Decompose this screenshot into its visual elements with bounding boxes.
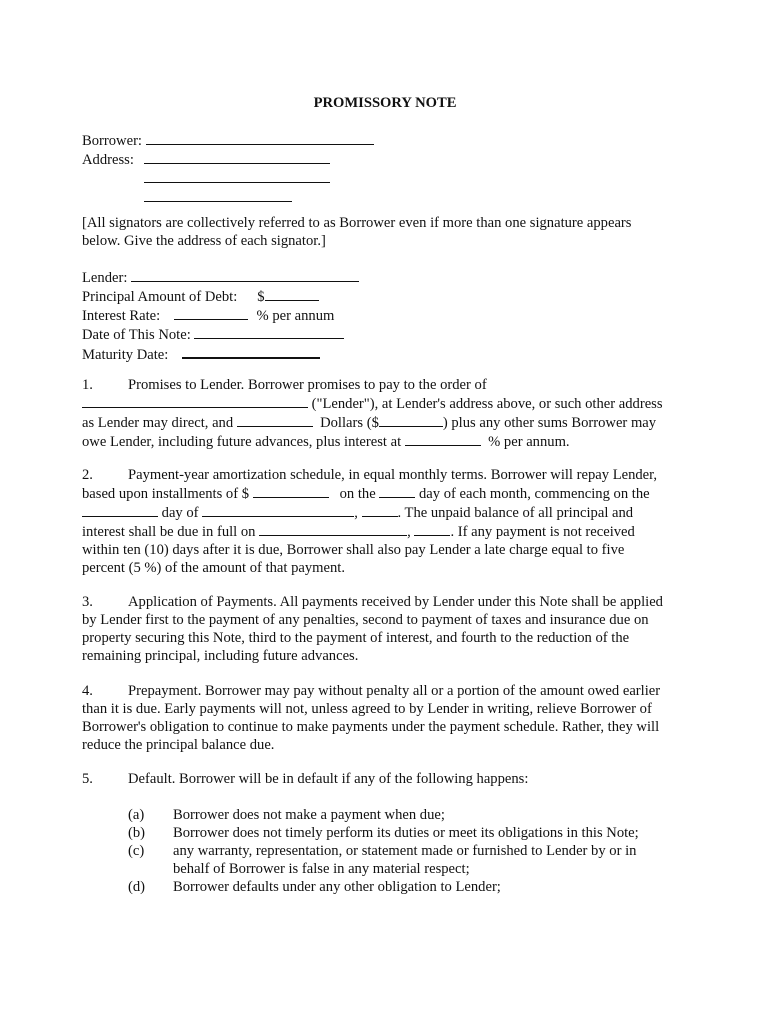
section-4-line-4: reduce the principal balance due. (82, 737, 275, 753)
lender-blank[interactable] (131, 268, 359, 282)
section-2-line-3c: . The unpaid balance of all principal and (397, 505, 634, 521)
section-1-line-4b: % per annum. (488, 434, 570, 450)
page-title: PROMISSORY NOTE (313, 95, 457, 111)
list-item-text: Borrower does not make a payment when due; (173, 807, 445, 823)
list-item (82, 806, 694, 824)
section-2-line-3b: , (354, 505, 358, 521)
section-1-line-3c: ) plus any other sums Borrower may (442, 415, 657, 431)
default-list (82, 806, 694, 896)
section-4-line-1: Prepayment. Borrower may pay without penalty all or a portion of the amount owed earlier (128, 683, 661, 699)
section-1-line-3b: Dollars ($ (320, 415, 379, 431)
lender-block (82, 268, 694, 364)
list-item-label: (c) (128, 843, 145, 859)
list-item-text: Borrower defaults under any other obligation to Lender; (173, 879, 501, 895)
section-3-line-2: by Lender first to the payment of any penalties, second to payment of taxes and insurance due on (82, 612, 649, 628)
section-1-line-4a: owe Lender, including future advances, plus interest at (82, 434, 402, 450)
maturity-label: Maturity Date: (82, 347, 169, 363)
section-2-line-3a: day of (161, 505, 199, 521)
signators-note (82, 214, 694, 250)
section-2-line-4a: interest shall be due in full on (82, 524, 256, 540)
list-item-label: (d) (128, 879, 146, 895)
section-3-line-1: Application of Payments. All payments received by Lender under this Note shall be applied (128, 594, 663, 610)
section-2-line-4c: . If any payment is not received (450, 524, 635, 540)
signators-note-line-1: [All signators are collectively referred to as Borrower even if more than one signature appears (82, 215, 632, 231)
due-year-blank[interactable] (414, 522, 450, 536)
borrower-block (82, 131, 694, 207)
principal-blank[interactable] (265, 287, 319, 301)
section-1 (82, 376, 694, 451)
interest-per-annum: % per annum (256, 308, 335, 324)
payment-day-blank[interactable] (379, 484, 415, 498)
list-item-text: Borrower does not timely perform its duties or meet its obligations in this Note; (173, 825, 639, 841)
section-1-line-3a: as Lender may direct, and (82, 415, 234, 431)
interest-blank[interactable] (174, 306, 248, 320)
section-1-number: 1. (82, 377, 93, 393)
commence-day-blank[interactable] (82, 503, 158, 517)
section-4-number: 4. (82, 683, 93, 699)
section-4-line-3: Borrower's obligation to continue to make payments under the payment schedule. Rather, they will (82, 719, 660, 735)
section-2-line-2a: based upon installments of $ (82, 486, 249, 502)
address-blank-2[interactable] (144, 169, 330, 183)
borrower-blank[interactable] (146, 131, 374, 145)
list-item (82, 878, 694, 896)
section-2-line-1: Payment-year amortization schedule, in equal monthly terms. Borrower will repay Lender, (128, 467, 658, 483)
date-label: Date of This Note: (82, 327, 191, 343)
dollar-sign: $ (257, 289, 265, 305)
section-2 (82, 466, 694, 577)
list-item (82, 842, 694, 860)
principal-label: Principal Amount of Debt: (82, 289, 238, 305)
amount-number-blank[interactable] (379, 413, 443, 427)
signators-note-line-2: below. Give the address of each signator.] (82, 233, 326, 249)
section-3 (82, 593, 694, 665)
section-1-line-1: Promises to Lender. Borrower promises to pay to the order of (128, 377, 487, 393)
list-item (82, 824, 694, 842)
section-5 (82, 770, 694, 788)
section-2-line-2c: day of each month, commencing on the (419, 486, 650, 502)
address-blank-3[interactable] (144, 188, 292, 202)
section-5-line-1: Default. Borrower will be in default if any of the following happens: (128, 771, 529, 787)
list-item-label: (b) (128, 825, 146, 841)
section-3-line-3: property securing this Note, third to the payment of interest, and fourth to the reduction of the (82, 630, 630, 646)
borrower-label: Borrower: (82, 133, 142, 149)
maturity-blank[interactable] (182, 344, 320, 359)
section-2-line-2b: on the (339, 486, 376, 502)
interest-rate-blank[interactable] (405, 432, 481, 446)
installment-blank[interactable] (253, 484, 329, 498)
due-date-blank[interactable] (259, 522, 407, 536)
section-2-line-4b: , (407, 524, 411, 540)
section-4-line-2: than it is due. Early payments will not, unless agreed to by Lender in writing, relieve Borrower of (82, 701, 652, 717)
list-item-continuation (82, 860, 694, 878)
commence-month-blank[interactable] (202, 503, 354, 517)
date-blank[interactable] (194, 325, 344, 339)
section-5-number: 5. (82, 771, 93, 787)
interest-label: Interest Rate: (82, 308, 161, 324)
commence-year-blank[interactable] (362, 503, 398, 517)
amount-words-blank[interactable] (237, 413, 313, 427)
section-1-line-2: ("Lender"), at Lender's address above, or such other address (311, 396, 663, 412)
list-item-text: behalf of Borrower is false in any material respect; (173, 861, 470, 877)
section-3-number: 3. (82, 594, 93, 610)
list-item-text: any warranty, representation, or statement made or furnished to Lender by or in (173, 843, 637, 859)
address-label: Address: (82, 152, 134, 168)
address-blank-1[interactable] (144, 150, 330, 164)
section-2-line-6: percent (5 %) of the amount of that payment. (82, 560, 346, 576)
list-item-label: (a) (128, 807, 145, 823)
section-2-line-5: within ten (10) days after it is due, Borrower shall also pay Lender a late charge equal to five (82, 542, 625, 558)
section-2-number: 2. (82, 467, 93, 483)
section-4 (82, 682, 694, 754)
lender-name-blank[interactable] (82, 394, 308, 408)
lender-label: Lender: (82, 270, 128, 286)
section-3-line-4: remaining principal, including future advances. (82, 648, 359, 664)
